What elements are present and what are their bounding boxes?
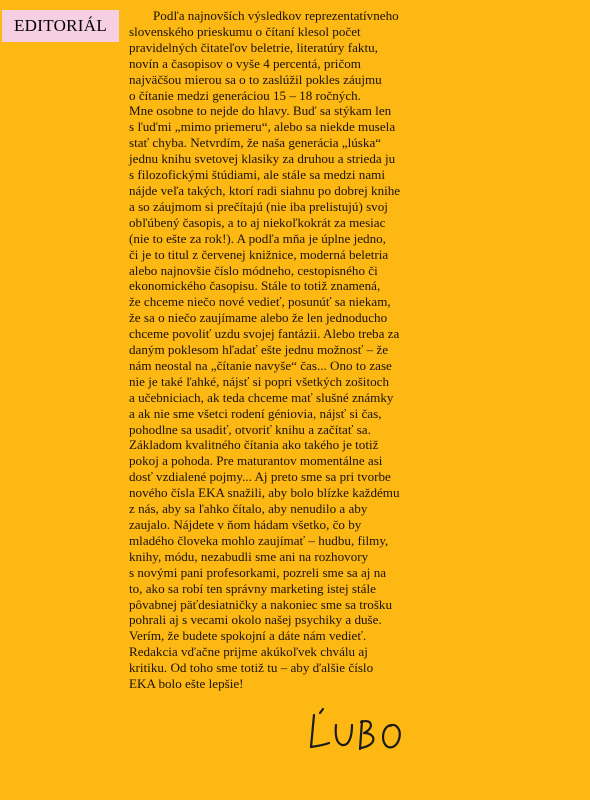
article-line: pohrali aj s vecami okolo našej psychiky a duše. <box>129 612 382 628</box>
article-line: s ľuďmi „mimo priemeru“, alebo sa niekde musela <box>129 119 396 135</box>
article-line: (nie to ešte za rok!). A podľa mňa je úplne jedno, <box>129 230 386 246</box>
section-label <box>2 10 119 42</box>
article-line: Základom kvalitného čítania ako takého je totiž <box>129 437 379 453</box>
article-line: mladého človeka mohlo zaujímať – hudbu, filmy, <box>129 532 389 548</box>
article-line: či je to titul z červenej knižnice, moderná beletria <box>129 246 389 262</box>
article-line: chceme povoliť uzdu svojej fantázii. Alebo treba za <box>129 326 400 342</box>
article-line: s novými pani profesorkami, pozreli sme sa aj na <box>129 564 387 580</box>
article-line: Verím, že budete spokojní a dáte nám vedieť. <box>129 628 367 644</box>
article-line: a ak nie sme všetci rodení géniovia, nájsť si čas, <box>129 405 382 421</box>
article-line: najväčšou mierou sa o to zaslúžil pokles záujmu <box>129 71 382 87</box>
article-line: kritiku. Od toho sme totiž tu – aby ďalšie číslo <box>129 660 374 676</box>
article-line: Podľa najnovších výsledkov reprezentatívneho <box>153 8 399 23</box>
article-line: jednu knihu svetovej klasiky za druhou a strieda ju <box>129 151 396 167</box>
article-line: a so záujmom si prečítajú (nie iba prelistujú) svoj <box>129 198 388 214</box>
article-line: novín a časopisov o vyše 4 percentá, pričom <box>129 55 361 71</box>
article-line: knihy, módu, nezabudli sme ani na rozhovory <box>129 548 369 564</box>
article-line: s filozofickými štúdiami, ale stále sa medzi nami <box>129 167 385 183</box>
article-line: EKA bolo ešte lepšie! <box>129 676 244 692</box>
article-line: alebo najnovšie číslo módneho, cestopisného či <box>129 262 378 278</box>
article-line: pokoj a pohoda. Pre maturantov momentálne asi <box>129 453 383 469</box>
article-line: z nás, aby sa ľahko čítalo, aby nenudilo a aby <box>129 501 368 517</box>
article-line: zaujalo. Nájdete v ňom hádam všetko, čo by <box>129 517 362 532</box>
article-line: že sa o niečo zaujímame alebo že len jednoducho <box>129 310 388 326</box>
article-line: nového čísla EKA snažili, aby bolo blízke každému <box>129 485 400 501</box>
article-line: pravidelných čitateľov beletrie, literatúry faktu, <box>129 39 378 55</box>
article-line: daným poklesom hľadať ešte jednu možnosť – že <box>129 342 389 358</box>
article-line: slovenského prieskumu o čítaní klesol počet <box>129 23 361 39</box>
article-line: nájde veľa takých, ktorí radi siahnu po dobrej knihe <box>129 182 401 198</box>
article-line: to, ako sa robí ten správny marketing istej stále <box>129 580 376 596</box>
article-line: pohodlne sa usadiť, otvoriť knihu a začítať sa. <box>129 421 371 437</box>
article-line: že chceme niečo nové vedieť, posunúť sa niekam, <box>129 294 391 310</box>
article-line: Mne osobne to nejde do hlavy. Buď sa stýkam len <box>129 103 392 119</box>
article-line: Redakcia vďačne prijme akúkoľvek chválu aj <box>129 644 368 660</box>
article-line: ekonomického časopisu. Stále to totiž znamená, <box>129 278 381 294</box>
article-line: a učebniciach, ak teda chceme mať slušné známky <box>129 389 394 405</box>
article-line: obľúbený časopis, a to aj niekoľkokrát za mesiac <box>129 214 386 230</box>
article-line: nie je také ľahké, nájsť si popri všetkých zošitoch <box>129 373 389 389</box>
article-line: pôvabnej päťdesiatničky a nakoniec sme sa trošku <box>129 596 393 612</box>
article-line: o čítanie medzi generáciou 15 – 18 ročných. <box>129 87 361 103</box>
section-label-text: EDITORIÁL <box>13 16 108 35</box>
article-line: stať chyba. Netvrdím, že naša generácia „lúska“ <box>129 135 382 151</box>
handwritten-signature <box>300 705 410 760</box>
article-line: dosť vzdialené pojmy... Aj preto sme sa pri tvorbe <box>129 469 391 485</box>
editorial-article <box>129 8 434 692</box>
article-line: nám neostal na „čítanie navyše“ čas... Ono to zase <box>129 357 392 373</box>
